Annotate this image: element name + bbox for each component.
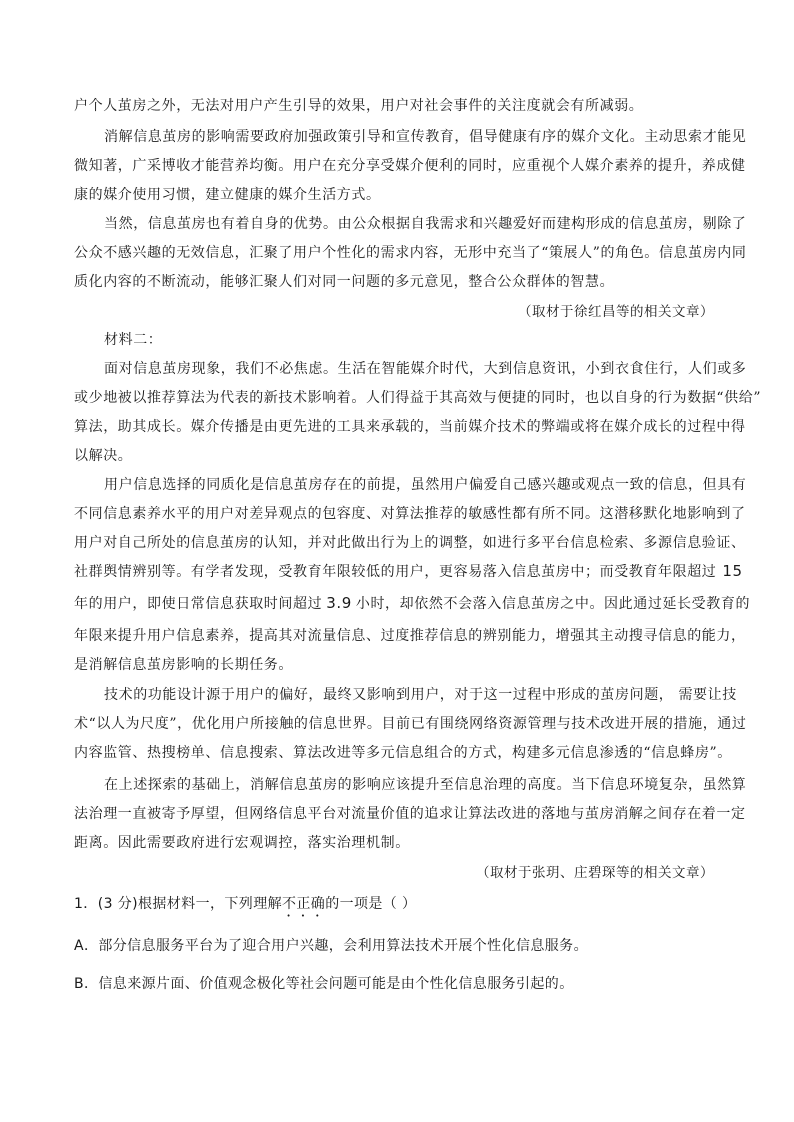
paragraph-text: 年的用户，即使日常信息获取时间超过 [74,596,323,612]
paragraph-line: 公众不感兴趣的无效信息，汇聚了用户个性化的需求内容，无形中充当了“策展人”的角色。信息茧房内同 [74,245,747,261]
paragraph-line: 不同信息素养水平的用户对差异观点的包容度、对算法推荐的敏感性都有所不同。这潜移默化地影响到了 [74,506,746,522]
option-b: B．信息来源片面、价值观念极化等社会问题可能是由个性化信息服务引起的。 [74,976,574,992]
paragraph-line: 面对信息茧房现象，我们不必焦虑。生活在智能媒介时代，大到信息资讯，小到衣食住行，人们或多 [104,361,747,377]
option-a: A．部分信息服务平台为了迎合用户兴趣，会利用算法技术开展个性化信息服务。 [74,938,588,954]
paragraph-line: 内容监管、热搜榜单、信息搜索、算法改进等多元信息组合的方式，构建多元信息渗透的“信息蜂房”。 [74,745,732,761]
paragraph-line [74,561,743,581]
paragraph-line: 技术的功能设计源于用户的偏好，最终又影响到用户，对于这一过程中形成的茧房问题， 需要让技 [104,687,737,703]
paragraph-line: 是消解信息茧房影响的长期任务。 [74,657,293,673]
section-heading: 材料二： [104,332,163,348]
question-stem-emphasis: 不正确 [282,896,326,912]
source-citation: （取材于徐红昌等的相关文章） [518,304,714,320]
paragraph-line: 术“以人为尺度”，优化用户所接触的信息世界。目前已有围绕网络资源管理与技术改进开展的措施，通过 [74,716,747,732]
paragraph-line: 在上述探索的基础上，消解信息茧房的影响应该提升至信息治理的高度。当下信息环境复杂，虽然算 [104,777,747,793]
question-stem-suffix: 的一项是（ ） [325,896,417,912]
paragraph-line: 康的媒介使用习惯，建立健康的媒介生活方式。 [74,187,381,203]
paragraph-text: 社群舆情辨别等。有学者发现，受教育年限较低的用户，更容易落入信息茧房中；而受教育年限超过 [74,564,717,580]
paragraph-line [74,593,750,613]
paragraph-line: 户个人茧房之外，无法对用户产生引导的效果，用户对社会事件的关注度就会有所减弱。 [74,98,644,114]
paragraph-line: 以解决。 [74,448,133,464]
paragraph-line: 距离。因此需要政府进行宏观调控，落实治理机制。 [74,835,410,851]
paragraph-line: 用户信息选择的同质化是信息茧房存在的前提，虽然用户偏爱自己感兴趣或观点一致的信息，但具有 [104,477,747,493]
paragraph-line: 用户对自己所处的信息茧房的认知，并对此做出行为上的调整，如进行多平台信息检索、多源信息验证、 [74,535,746,551]
source-citation: （取材于张玥、庄碧琛等的相关文章） [476,865,714,881]
paragraph-line: 当然，信息茧房也有着自身的优势。由公众根据自我需求和兴趣爱好而建构形成的信息茧房，剔除了 [104,216,747,232]
paragraph-text: 小时，却依然不会落入信息茧房之中。因此通过延长受教育的 [355,596,751,612]
paragraph-line: 微知著，广采博收才能营养均衡。用户在充分享受媒介便利的同时，应重视个人媒介素养的提升，养成健 [74,158,746,174]
paragraph-line: 算法，助其成长。媒介传播是由更先进的工具来承载的，当前媒介技术的弊端或将在媒介成长的过程中得 [74,419,746,435]
paragraph-line: 消解信息茧房的影响需要政府加强政策引导和宣传教育，倡导健康有序的媒介文化。主动思索才能见 [104,129,747,145]
paragraph-line: 质化内容的不断流动，能够汇聚人们对同一问题的多元意见，整合公众群体的智慧。 [74,274,615,290]
number-text: 15 [722,562,743,580]
paragraph-line: 年限来提升用户信息素养，提高其对流量信息、过度推荐信息的辨别能力，增强其主动搜寻信息的能力， [74,628,746,644]
number-text: 3.9 [326,594,352,612]
question-stem-prefix: 1．(3 分)根据材料一，下列理解 [74,896,282,912]
paragraph-line: 法治理一直被寄予厚望，但网络信息平台对流量价值的追求让算法改进的落地与茧房消解之间存在着一定 [74,806,746,822]
paragraph-line: 或少地被以推荐算法为代表的新技术影响着。人们得益于其高效与便捷的同时，也以自身的行为数据“供给” [74,390,762,406]
question-stem [74,893,416,920]
